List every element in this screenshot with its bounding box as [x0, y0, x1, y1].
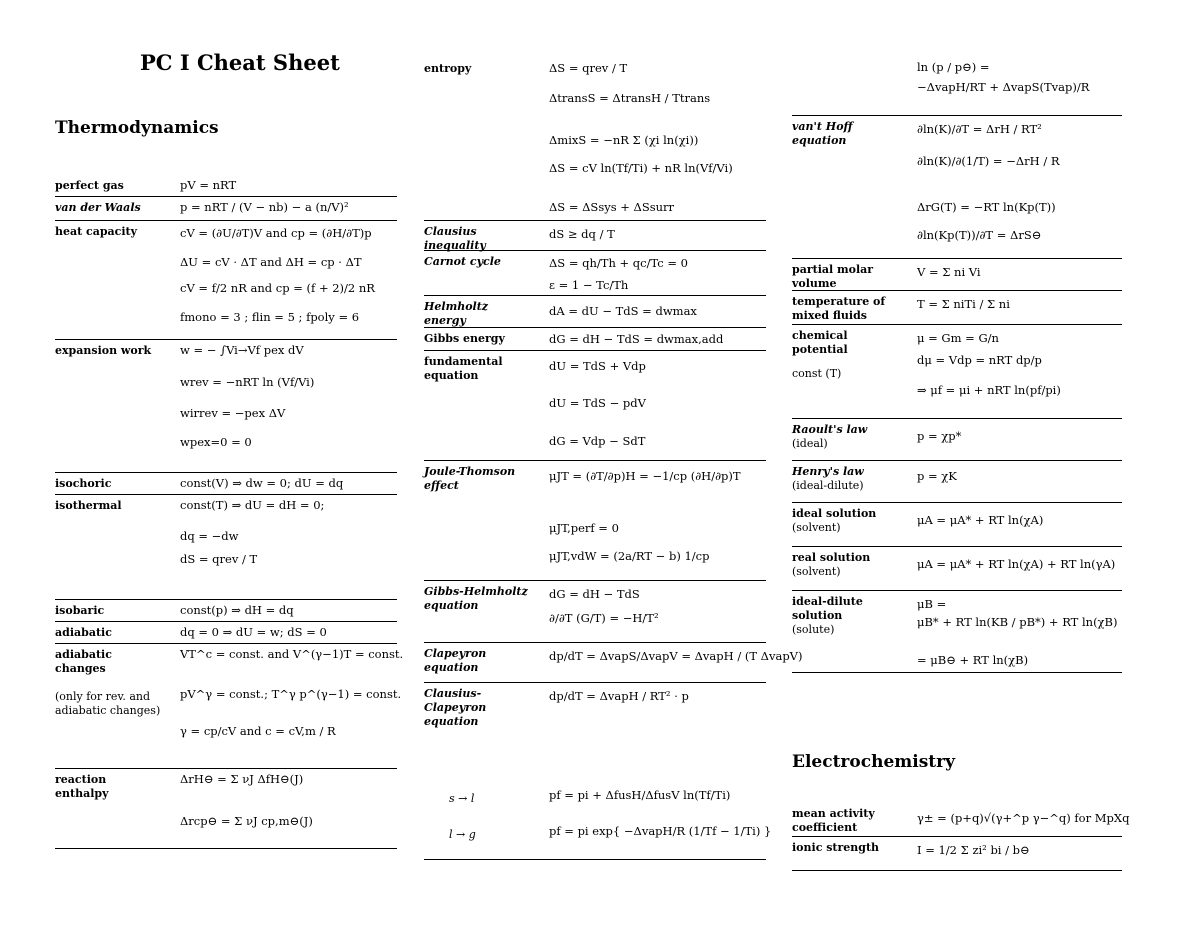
formula-note: (ideal-dilute) [792, 479, 864, 492]
formula: VT^c = const. and V^(γ−1)T = const. [180, 647, 404, 661]
formula: ΔU = cV · ΔT and ΔH = cp · ΔT [180, 255, 362, 269]
formula: wirrev = −pex ΔV [180, 406, 286, 420]
formula-row [55, 221, 397, 340]
formula-label: van't Hoff equation [792, 120, 853, 147]
formula: ∂ln(Kp(T))/∂T = ΔrS⊖ [917, 228, 1042, 242]
formula-label: ideal solution [792, 507, 877, 520]
section-title-electrochemistry: Electrochemistry [792, 752, 955, 772]
formula: μ = Gm = G/n [917, 331, 999, 345]
formula-label: isothermal [55, 499, 122, 512]
formula-sublabel: const (T) [792, 367, 842, 380]
formula-label: mean activity coefficient [792, 807, 875, 834]
formula-row [424, 328, 766, 351]
formula-row [424, 351, 766, 461]
formula-row [55, 495, 397, 600]
formula: −ΔvapH/RT + ΔvapS(Tvap)/R [917, 80, 1090, 94]
formula: p = χK [917, 469, 957, 483]
formula-row [424, 251, 766, 296]
column-3 [792, 0, 1130, 927]
formula-label: Gibbs-Helmholtz equation [424, 585, 528, 612]
formula: μA = μA* + RT ln(χA) + RT ln(γA) [917, 557, 1116, 571]
formula: Δrcp⊖ = Σ νJ cp,m⊖(J) [180, 814, 313, 828]
formula: cV = (∂U/∂T)V and cp = (∂H/∂T)p [180, 226, 372, 240]
formula: ⇒ μf = μi + nRT ln(pf/pi) [917, 383, 1061, 397]
formula-label: Clausius inequality [424, 225, 486, 252]
formula-label: fundamental equation [424, 355, 503, 382]
formula: wrev = −nRT ln (Vf/Vi) [180, 375, 315, 389]
formula: ΔrG(T) = −RT ln(Kp(T)) [917, 200, 1056, 214]
formula-row [424, 221, 766, 251]
formula: ε = 1 − Tc/Th [549, 278, 629, 292]
formula-row [792, 325, 1122, 419]
formula: dS ≥ dq / T [549, 227, 615, 241]
formula-table-1 [55, 175, 404, 849]
formula: dp/dT = ΔvapH / RT² · p [549, 689, 689, 703]
formula: ΔS = ΔSsys + ΔSsurr [549, 200, 675, 214]
formula-row [55, 473, 397, 495]
formula: dU = TdS + Vdp [549, 359, 646, 373]
formula-row [424, 643, 803, 683]
formula: pf = pi + ΔfusH/ΔfusV ln(Tf/Ti) [549, 788, 731, 802]
formula: ∂/∂T (G/T) = −H/T² [549, 611, 659, 625]
formula: pV^γ = const.; T^γ p^(γ−1) = const. [180, 687, 402, 701]
formula-row [55, 197, 397, 221]
formula: ΔS = cV ln(Tf/Ti) + nR ln(Vf/Vi) [549, 161, 733, 175]
formula-label: Henry's law [792, 465, 864, 478]
formula-label: van der Waals [55, 201, 141, 214]
formula-row [424, 461, 766, 581]
formula: I = 1/2 Σ zi² bi / b⊖ [917, 843, 1030, 857]
formula-table-3 [792, 58, 1122, 673]
formula-row [792, 837, 1122, 871]
formula: ln (p / p⊖) = [917, 60, 990, 74]
formula: p = nRT / (V − nb) − a (n/V)² [180, 200, 349, 214]
formula: = μB⊖ + RT ln(χB) [917, 653, 1029, 667]
formula: μA = μA* + RT ln(χA) [917, 513, 1044, 527]
formula: ΔS = qrev / T [549, 61, 628, 75]
formula-row [424, 824, 772, 860]
formula-label: Carnot cycle [424, 255, 501, 268]
formula: wpex=0 = 0 [180, 435, 252, 449]
formula-row [792, 58, 1122, 116]
formula: const(V) ⇒ dw = 0; dU = dq [180, 476, 344, 490]
formula-label: Helmholtz energy [424, 300, 489, 327]
formula-label: isochoric [55, 477, 112, 490]
formula: T = Σ niTi / Σ ni [917, 297, 1010, 311]
formula-row [424, 683, 766, 788]
formula-label: real solution [792, 551, 871, 564]
formula-label: adiabatic [55, 626, 112, 639]
formula: dS = qrev / T [180, 552, 258, 566]
formula-table-4 [792, 803, 1130, 871]
formula: p = χp* [917, 429, 962, 443]
formula: ∂ln(K)/∂(1/T) = −ΔrH / R [917, 154, 1060, 168]
formula: cV = f/2 nR and cp = (f + 2)/2 nR [180, 281, 375, 295]
formula-label: Joule-Thomson effect [424, 465, 516, 492]
page-title: PC I Cheat Sheet [140, 50, 340, 75]
section-title-thermodynamics: Thermodynamics [55, 118, 219, 138]
formula-row [792, 547, 1122, 591]
formula-note: (solvent) [792, 521, 841, 534]
formula: ΔtransS = ΔtransH / Ttrans [549, 91, 711, 105]
formula: w = − ∫Vi→Vf pex dV [180, 343, 304, 357]
formula-label: perfect gas [55, 179, 124, 192]
formula-label: reaction enthalpy [55, 773, 109, 800]
formula-row [792, 803, 1130, 837]
formula-row [55, 622, 397, 644]
formula-label: ideal-dilute solution [792, 595, 863, 622]
formula-row [792, 503, 1122, 547]
formula-row [55, 340, 397, 473]
formula: V = Σ ni Vi [917, 265, 981, 279]
formula: γ± = (p+q)√(γ+^p γ−^q) for MpXq [917, 811, 1130, 825]
formula-label: adiabatic changes [55, 648, 112, 675]
formula-row [792, 116, 1122, 259]
formula-note: (solute) [792, 623, 835, 636]
formula-row [424, 58, 766, 221]
formula-table-2 [424, 58, 803, 860]
formula: pf = pi exp{ −ΔvapH/R (1/Tf − 1/Ti) } [549, 824, 772, 838]
formula-label: entropy [424, 62, 472, 75]
formula: ΔmixS = −nR Σ (χi ln(χi)) [549, 133, 699, 147]
column-2 [424, 0, 803, 927]
formula: fmono = 3 ; flin = 5 ; fpoly = 6 [180, 310, 360, 324]
formula: μJT = (∂T/∂p)H = −1/cp (∂H/∂p)T [549, 469, 741, 483]
formula-label: expansion work [55, 344, 152, 357]
formula: dG = dH − TdS = dwmax,add [549, 332, 724, 346]
formula: dU = TdS − pdV [549, 396, 646, 410]
formula-note: (solvent) [792, 565, 841, 578]
formula-row [424, 788, 766, 824]
formula-row [55, 600, 397, 622]
formula: dμ = Vdp = nRT dp/p [917, 353, 1042, 367]
formula-label: ionic strength [792, 841, 880, 854]
formula: dG = dH − TdS [549, 587, 640, 601]
formula-label: partial molar volume [792, 263, 874, 290]
column-1 [55, 0, 404, 927]
formula: μJT,perf = 0 [549, 521, 619, 535]
formula: γ = cp/cV and c = cV,m / R [180, 724, 336, 738]
formula-row [55, 175, 397, 197]
formula-row [792, 461, 1122, 503]
formula-label: Clausius- Clapeyron equation [424, 687, 487, 728]
formula-row [55, 769, 397, 849]
formula: const(p) ⇒ dH = dq [180, 603, 294, 617]
formula-row [792, 591, 1122, 673]
formula-label: heat capacity [55, 225, 138, 238]
formula: ΔrH⊖ = Σ νJ ΔfH⊖(J) [180, 772, 304, 786]
formula-row [424, 581, 766, 643]
formula: μB* + RT ln(KB / pB*) + RT ln(χB) [917, 615, 1118, 629]
formula-row [792, 419, 1122, 461]
formula-row [55, 644, 404, 769]
formula: ∂ln(K)/∂T = ΔrH / RT² [917, 122, 1042, 136]
formula-label: l → g [449, 828, 476, 841]
formula: dA = dU − TdS = dwmax [549, 304, 697, 318]
formula: const(T) ⇒ dU = dH = 0; [180, 498, 325, 512]
formula-row [424, 296, 766, 328]
formula: μB = [917, 597, 947, 611]
formula-row [792, 291, 1122, 325]
formula-label: Raoult's law [792, 423, 868, 436]
formula-label: Gibbs energy [424, 332, 505, 345]
formula-note: (ideal) [792, 437, 828, 450]
formula-note: (only for rev. and adiabatic changes) [55, 690, 161, 717]
formula-label: isobaric [55, 604, 105, 617]
formula: pV = nRT [180, 178, 237, 192]
formula-row [792, 259, 1122, 291]
formula: ΔS = qh/Th + qc/Tc = 0 [549, 256, 688, 270]
formula: dp/dT = ΔvapS/ΔvapV = ΔvapH / (T ΔvapV) [549, 649, 803, 663]
formula: μJT,vdW = (2a/RT − b) 1/cp [549, 549, 710, 563]
formula-label: temperature of mixed fluids [792, 295, 886, 322]
formula-label: s → l [449, 792, 475, 805]
formula: dq = −dw [180, 529, 239, 543]
formula-label: Clapeyron equation [424, 647, 487, 674]
formula-label: chemical potential [792, 329, 848, 356]
formula: dq = 0 ⇒ dU = w; dS = 0 [180, 625, 327, 639]
formula: dG = Vdp − SdT [549, 434, 646, 448]
